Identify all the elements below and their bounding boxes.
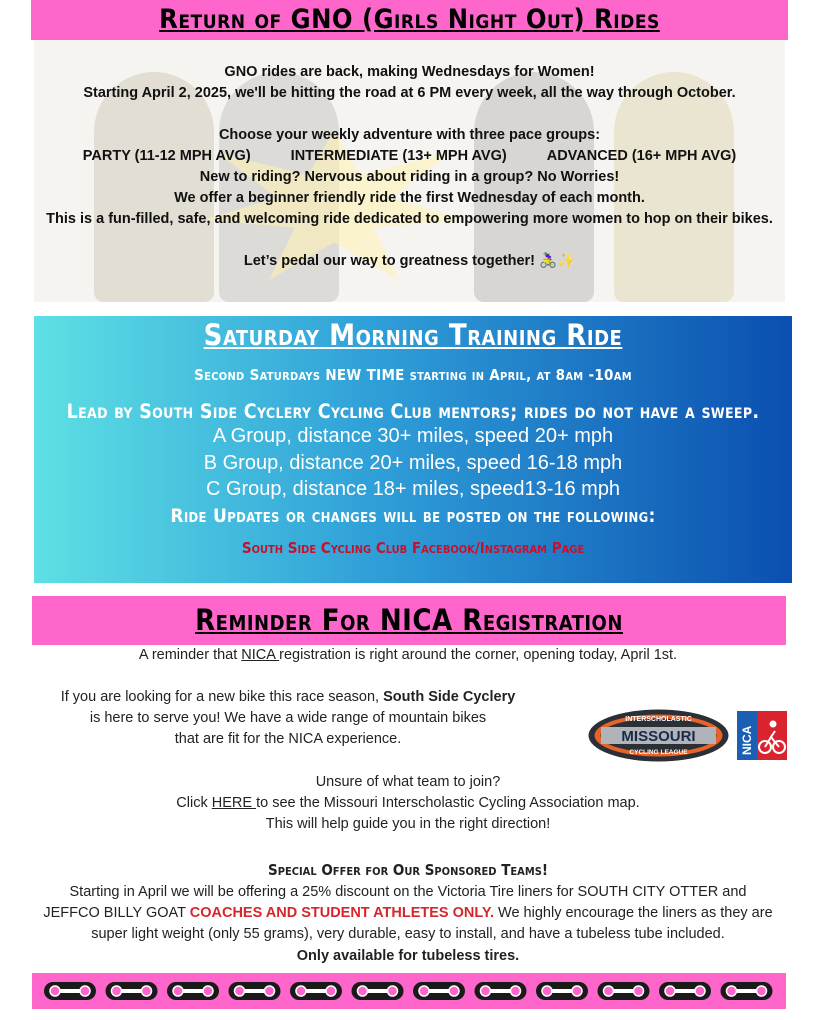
nica-logo	[737, 711, 787, 760]
click-line	[0, 793, 816, 814]
nica-reminder	[0, 645, 816, 666]
chain-plate-icon	[675, 989, 695, 993]
offer-line: super light weight (only 55 grams), very durable, easy to install, and have a tubeless tube included.	[91, 926, 725, 942]
team-question: Unsure of what team to join?	[315, 774, 501, 790]
bike-text	[30, 687, 546, 750]
chain-pin-icon	[235, 986, 245, 996]
offer-line-bold: Only available for tubeless tires.	[296, 948, 520, 964]
chain-pin-icon	[695, 986, 705, 996]
saturday-section	[34, 316, 792, 583]
gno-line: New to riding? Nervous about riding in a group? No Worries!	[199, 169, 620, 185]
store-name: South Side Cyclery	[383, 689, 516, 705]
gno-title: Return of GNO (Girls Night Out) Rides	[159, 4, 660, 35]
gno-header-bar	[31, 0, 788, 40]
group-c: C Group, distance 18+ miles, speed13-16 mph	[205, 478, 621, 500]
chain-pin-icon	[665, 986, 675, 996]
pace-party: PARTY (11-12 MPH AVG)	[82, 148, 251, 164]
logo-top-text: INTERSCHOLASTIC	[625, 716, 692, 723]
bike-line: is here to serve you! We have a wide range of mountain bikes	[89, 710, 487, 726]
bike-chain-icon	[32, 973, 786, 1009]
guide-line: This will help guide you in the right direction!	[265, 816, 551, 832]
bike-line: that are fit for the NICA experience.	[174, 731, 402, 747]
chain-footer-bar	[32, 973, 786, 1009]
gno-line: Starting April 2, 2025, we'll be hitting the road at 6 PM every week, all the way through October.	[83, 85, 736, 101]
social-link[interactable]: South Side Cycling Club Facebook/Instagram Page	[241, 538, 585, 557]
nica-logo-text: NICA	[740, 725, 754, 755]
chain-pin-icon	[296, 986, 306, 996]
click-text: Click	[176, 795, 212, 811]
gno-line: We offer a beginner friendly ride the first Wednesday of each month.	[174, 190, 645, 206]
chain-pin-icon	[604, 986, 614, 996]
gno-line: GNO rides are back, making Wednesdays for Women!	[224, 64, 595, 80]
nica-title: Reminder For NICA Registration	[195, 603, 623, 637]
chain-pin-icon	[634, 986, 644, 996]
chain-pin-icon	[542, 986, 552, 996]
offer-title: Special Offer for Our Sponsored Teams!	[268, 861, 548, 879]
nica-link[interactable]: NICA	[241, 647, 280, 663]
chain-plate-icon	[245, 989, 265, 993]
reminder-text: A reminder that	[138, 647, 242, 663]
saturday-title: Saturday Morning Training Ride	[203, 318, 623, 352]
rider-head-icon	[770, 721, 777, 728]
chain-plate-icon	[60, 989, 80, 993]
chain-pin-icon	[757, 986, 767, 996]
saturday-subtitle: Second Saturdays NEW TIME starting in April, at 8am -10am	[194, 366, 632, 384]
chain-pin-icon	[80, 986, 90, 996]
chain-pin-icon	[203, 986, 213, 996]
offer-line: Starting in April we will be offering a 25% discount on the Victoria Tire liners for SOUTH CITY OTTER and	[69, 884, 747, 900]
offer-highlight: COACHES AND STUDENT ATHLETES ONLY.	[189, 905, 495, 921]
chain-pin-icon	[112, 986, 122, 996]
logo-main-text: MISSOURI	[621, 728, 696, 745]
reminder-text: registration is right around the corner, opening today, April 1st.	[279, 647, 678, 663]
pace-groups	[34, 146, 785, 167]
group-a: A Group, distance 30+ miles, speed 20+ mph	[212, 425, 614, 447]
chain-pin-icon	[50, 986, 60, 996]
chain-plate-icon	[429, 989, 449, 993]
chain-plate-icon	[491, 989, 511, 993]
bike-line: If you are looking for a new bike this race season,	[60, 689, 384, 705]
chain-pin-icon	[173, 986, 183, 996]
chain-plate-icon	[306, 989, 326, 993]
chain-pin-icon	[326, 986, 336, 996]
saturday-updates: Ride Updates or changes will be posted on the following:	[170, 504, 656, 527]
chain-plate-icon	[737, 989, 757, 993]
chain-plate-icon	[614, 989, 634, 993]
offer-line	[0, 903, 816, 924]
gno-body	[34, 40, 785, 302]
chain-pin-icon	[419, 986, 429, 996]
nica-header-bar	[32, 596, 786, 645]
pace-advanced: ADVANCED (16+ MPH AVG)	[546, 148, 737, 164]
pace-intermediate: INTERMEDIATE (13+ MPH AVG)	[290, 148, 507, 164]
chain-plate-icon	[552, 989, 572, 993]
logo-bottom-text: CYCLING LEAGUE	[629, 749, 688, 756]
chain-plate-icon	[368, 989, 388, 993]
group-b: B Group, distance 20+ miles, speed 16-18 mph	[203, 451, 623, 474]
gno-line: Let’s pedal our way to greatness together! 🚴‍♀️✨	[243, 253, 576, 269]
chain-pin-icon	[388, 986, 398, 996]
chain-pin-icon	[727, 986, 737, 996]
gno-text-block	[34, 62, 785, 272]
chain-plate-icon	[122, 989, 142, 993]
saturday-lead: Lead by South Side Cyclery Cycling Club mentors; rides do not have a sweep.	[66, 400, 760, 423]
gno-line: Choose your weekly adventure with three pace groups:	[218, 127, 601, 143]
chain-plate-icon	[183, 989, 203, 993]
chain-pin-icon	[572, 986, 582, 996]
offer-text: JEFFCO BILLY GOAT	[43, 905, 190, 921]
missouri-league-logo	[587, 708, 730, 763]
chain-pin-icon	[449, 986, 459, 996]
chain-pin-icon	[511, 986, 521, 996]
here-link[interactable]: HERE	[211, 795, 257, 811]
chain-pin-icon	[142, 986, 152, 996]
click-text: to see the Missouri Interscholastic Cycling Association map.	[256, 795, 640, 811]
offer-text: We highly encourage the liners as they are	[494, 905, 773, 921]
chain-pin-icon	[265, 986, 275, 996]
chain-pin-icon	[358, 986, 368, 996]
chain-pin-icon	[481, 986, 491, 996]
gno-line: This is a fun-filled, safe, and welcoming ride dedicated to empowering more women to hop on their bikes.	[46, 211, 773, 227]
